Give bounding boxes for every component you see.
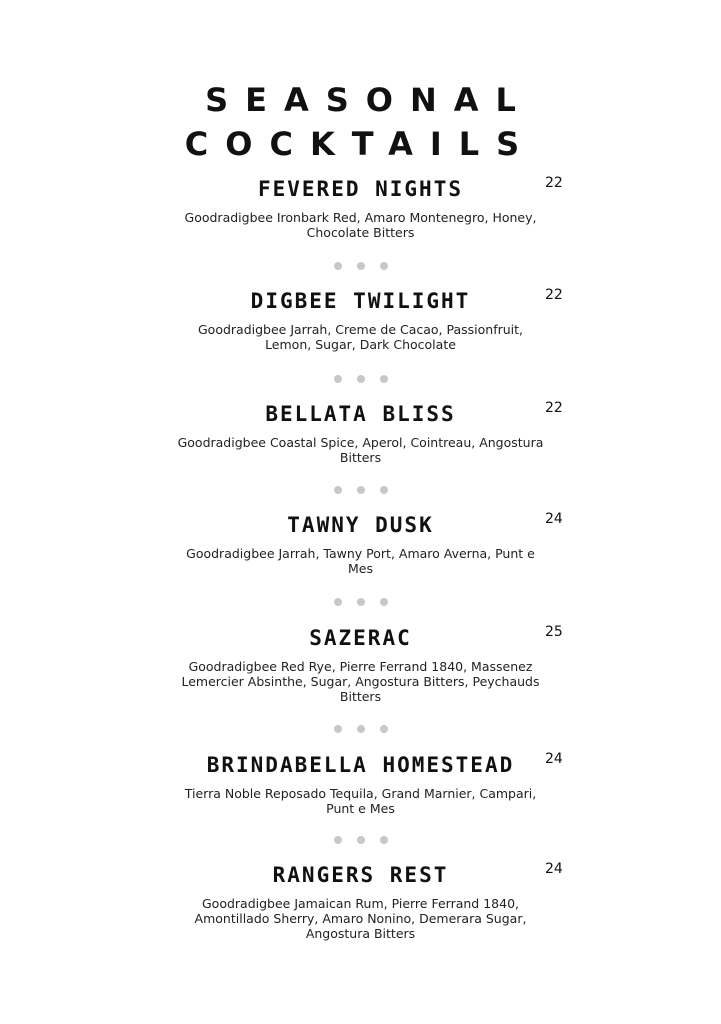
menu-title: SEASONAL COCKTAILS xyxy=(184,81,537,163)
divider-dot xyxy=(380,262,388,270)
divider-dots xyxy=(0,836,721,846)
item-price: 22 xyxy=(545,400,563,416)
item-description: Goodradigbee Ironbark Red, Amaro Montenegro, Honey, Chocolate Bitters xyxy=(184,210,537,240)
item-name: RANGERS REST xyxy=(272,863,449,887)
divider-dot xyxy=(357,486,365,494)
item-price: 24 xyxy=(545,511,563,527)
divider-dot xyxy=(334,836,342,844)
item-price: 24 xyxy=(545,861,563,877)
item-price: 22 xyxy=(545,287,563,303)
item-name: BRINDABELLA HOMESTEAD xyxy=(206,753,515,777)
divider-dot xyxy=(357,725,365,733)
item-description: Goodradigbee Red Rye, Pierre Ferrand 1840, Massenez Lemercier Absinthe, Sugar, Angostura Bitters, Peychauds Bitters xyxy=(181,659,540,704)
divider-dot xyxy=(334,725,342,733)
divider-dots xyxy=(0,725,721,735)
divider-dots xyxy=(0,598,721,608)
divider-dots xyxy=(0,486,721,496)
divider-dot xyxy=(380,725,388,733)
divider-dot xyxy=(380,486,388,494)
item-description: Goodradigbee Jarrah, Creme de Cacao, Passionfruit, Lemon, Sugar, Dark Chocolate xyxy=(197,322,524,352)
item-price: 24 xyxy=(545,751,563,767)
divider-dot xyxy=(334,262,342,270)
item-name: DIGBEE TWILIGHT xyxy=(250,289,471,313)
divider-dot xyxy=(357,836,365,844)
item-description: Goodradigbee Jamaican Rum, Pierre Ferrand 1840, Amontillado Sherry, Amaro Nonino, Demerara Sugar, Angostura Bitters xyxy=(194,896,527,941)
item-price: 25 xyxy=(545,624,563,640)
item-name: SAZERAC xyxy=(309,626,412,650)
item-name: TAWNY DUSK xyxy=(287,513,434,537)
item-name: BELLATA BLISS xyxy=(265,402,456,426)
divider-dot xyxy=(357,375,365,383)
item-description: Goodradigbee Jarrah, Tawny Port, Amaro Averna, Punt e Mes xyxy=(186,546,535,576)
divider-dot xyxy=(357,262,365,270)
divider-dot xyxy=(334,375,342,383)
item-description: Tierra Noble Reposado Tequila, Grand Marnier, Campari, Punt e Mes xyxy=(184,786,537,816)
divider-dot xyxy=(380,598,388,606)
divider-dot xyxy=(380,375,388,383)
item-description: Goodradigbee Coastal Spice, Aperol, Cointreau, Angostura Bitters xyxy=(177,435,544,465)
divider-dot xyxy=(334,598,342,606)
item-name: FEVERED NIGHTS xyxy=(257,177,463,201)
divider-dot xyxy=(357,598,365,606)
divider-dots xyxy=(0,375,721,385)
divider-dot xyxy=(334,486,342,494)
item-price: 22 xyxy=(545,175,563,191)
divider-dots xyxy=(0,262,721,272)
divider-dot xyxy=(380,836,388,844)
